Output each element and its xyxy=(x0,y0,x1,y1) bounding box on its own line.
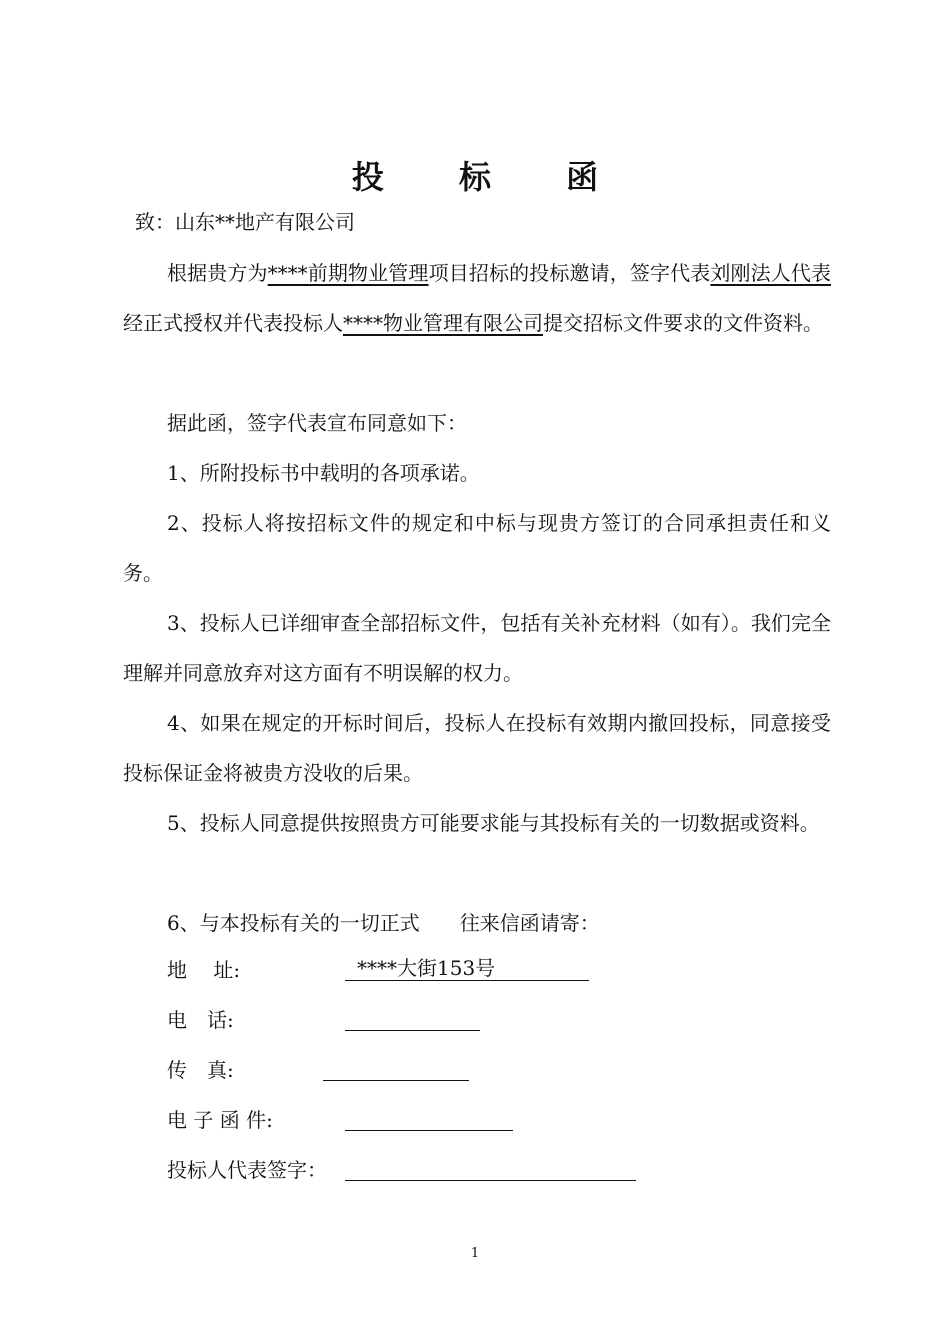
project-name: ****前期物业管理 xyxy=(267,261,429,285)
intro-paragraph xyxy=(123,248,831,348)
intro-text-4: 提交招标文件要求的文件资料。 xyxy=(543,311,823,335)
clause-1: 1、所附投标书中载明的各项承诺。 xyxy=(167,461,480,485)
page-number: 1 xyxy=(470,1246,480,1261)
signatory-name: 刘刚法人代表 xyxy=(710,261,832,285)
declaration-line: 据此函，签字代表宣布同意如下： xyxy=(167,411,467,435)
phone-field[interactable] xyxy=(345,1005,480,1031)
address-field[interactable]: ****大街153号 xyxy=(345,955,589,981)
address-label: 地 址: xyxy=(167,958,241,982)
fax-field[interactable] xyxy=(323,1055,469,1081)
email-field[interactable] xyxy=(345,1105,513,1131)
bidder-name: ****物业管理有限公司 xyxy=(343,311,543,335)
clause-4: 4、如果在规定的开标时间后，投标人在投标有效期内撤回投标，同意接受投标保证金将被贵方没收的后果。 xyxy=(123,711,831,785)
intro-text-3: 经正式授权并代表投标人 xyxy=(123,311,343,335)
clause-2: 2、投标人将按招标文件的规定和中标与现贵方签订的合同承担责任和义务。 xyxy=(123,511,831,585)
clause-5: 5、投标人同意提供按照贵方可能要求能与其投标有关的一切数据或资料。 xyxy=(167,811,820,835)
intro-text-1: 根据贵方为 xyxy=(167,261,268,285)
clause-3: 3、投标人已详细审查全部招标文件，包括有关补充材料（如有）。我们完全理解并同意放弃对这方面有不明误解的权力。 xyxy=(123,611,831,685)
addressee-line xyxy=(123,197,831,247)
email-label: 电 子 函 件: xyxy=(167,1108,273,1132)
document-title: 投 标 函 xyxy=(351,158,631,196)
intro-text-2: 项目招标的投标邀请，签字代表 xyxy=(428,261,711,285)
phone-label: 电 话: xyxy=(167,1008,234,1032)
addressee-text: 致：山东**地产有限公司 xyxy=(135,210,355,234)
signature-field[interactable] xyxy=(345,1155,636,1181)
fax-label: 传 真: xyxy=(167,1058,234,1082)
signature-label: 投标人代表签字： xyxy=(167,1158,327,1182)
clause-6: 6、与本投标有关的一切正式 往来信函请寄： xyxy=(167,911,600,935)
